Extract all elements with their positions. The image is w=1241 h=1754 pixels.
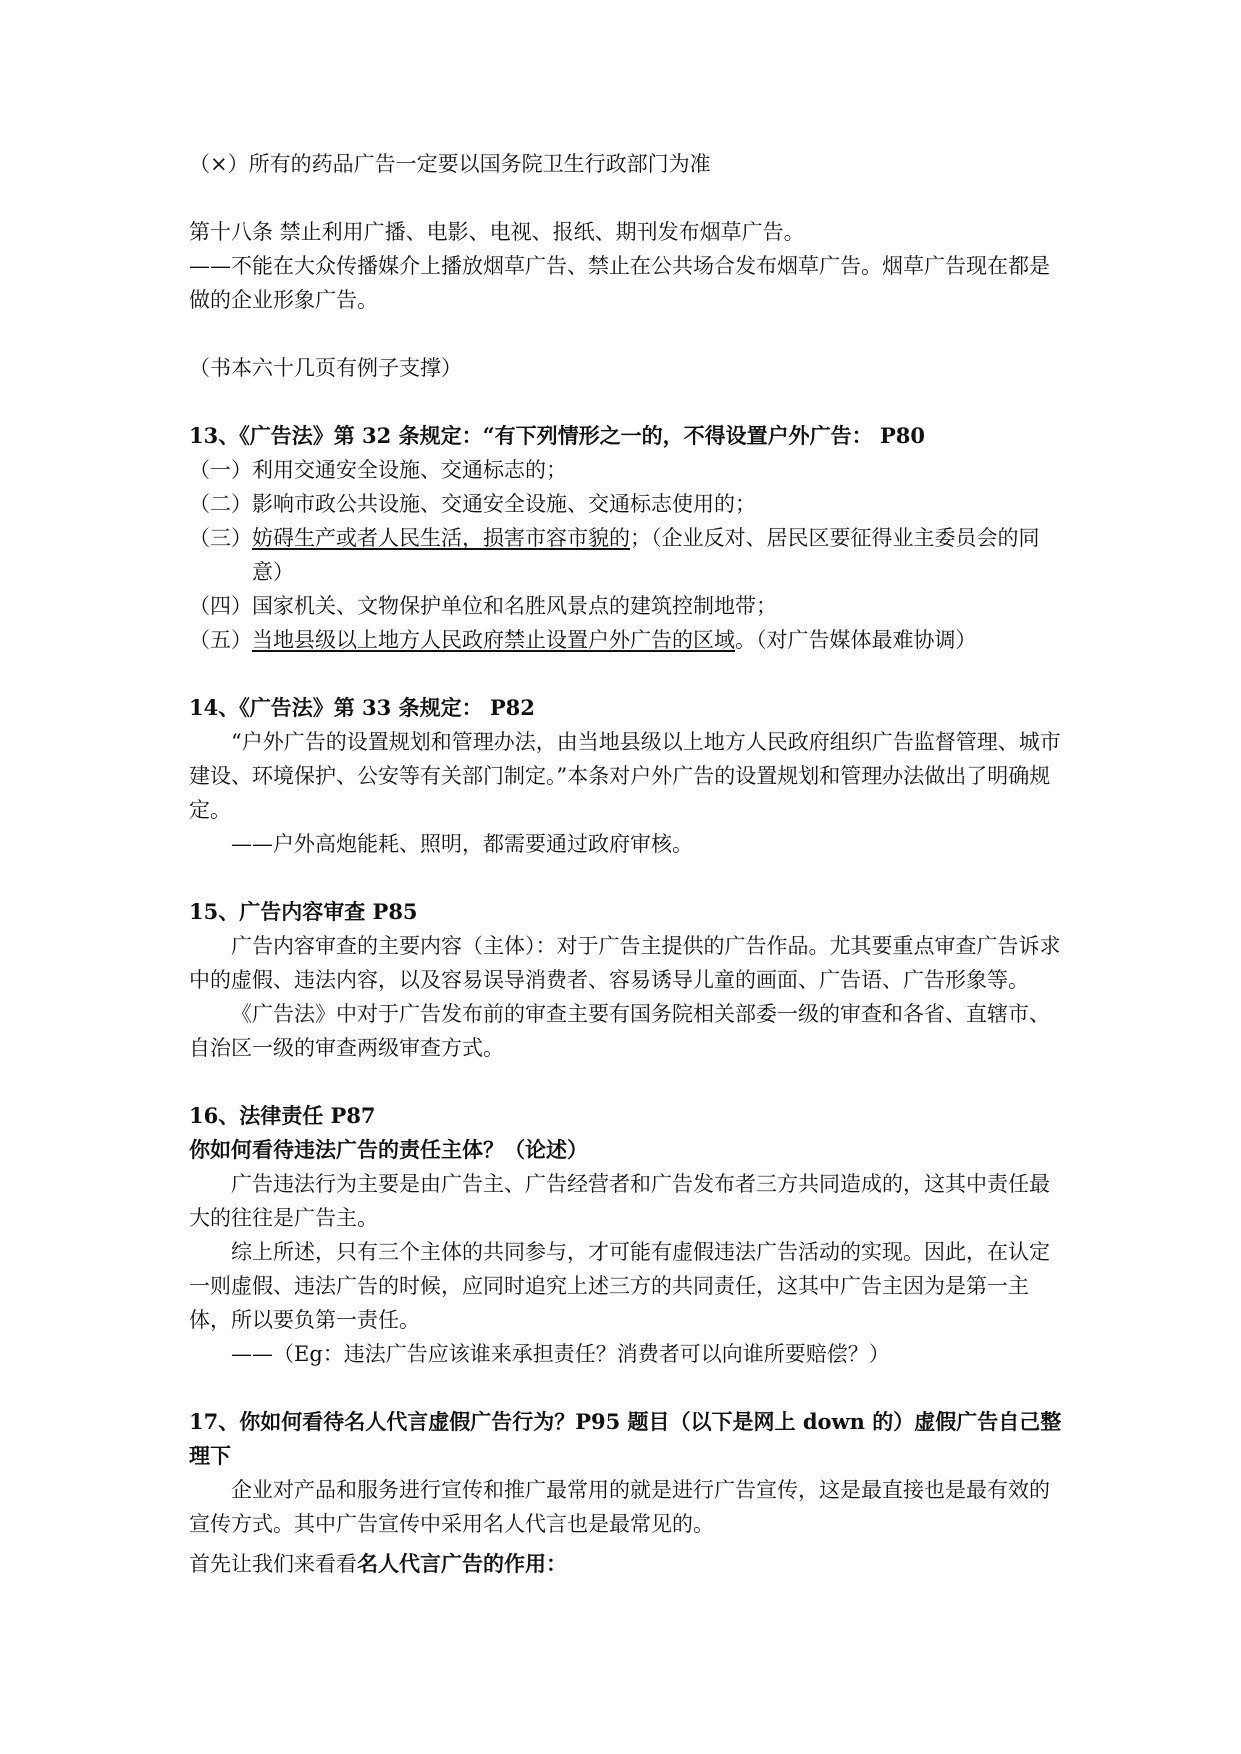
item-number: （四） [189,594,252,618]
section-16-paragraph-3: ——（Eg：违法广告应该谁来承担责任？消费者可以向谁所要赔偿？） [231,1342,890,1366]
item-text: ；（企业反对、居民区要征得业主委员会的同意） [252,526,1040,584]
section-15-heading: 15、广告内容审查 P85 [189,899,418,924]
section-13-item-3 [189,521,1062,589]
lead-text: 首先让我们来看看 [189,1552,357,1576]
note-false-statement: （×）所有的药品广告一定要以国务院卫生行政部门为准 [189,152,711,176]
spacer [189,861,1062,895]
section-16-paragraph-2: 综上所述，只有三个主体的共同参与，才可能有虚假违法广告活动的实现。因此，在认定一则虚假、违法广告的时候，应同时追究上述三方的共同责任，这其中广告主因为是第一主体，所以要负第一责任。 [189,1240,1050,1332]
section-17-paragraph-2 [189,1547,1062,1581]
spacer [189,317,1062,351]
book-note: （书本六十几页有例子支撑） [189,356,462,380]
section-15-paragraph-2: 《广告法》中对于广告发布前的审查主要有国务院相关部委一级的审查和各省、直辖市、自治区一级的审查两级审查方式。 [189,1002,1050,1060]
item-number: （五） [189,628,252,652]
spacer [189,657,1062,691]
section-16-paragraph-1: 广告违法行为主要是由广告主、广告经营者和广告发布者三方共同造成的，这其中责任最大的往往是广告主。 [189,1172,1050,1230]
item-number: （三） [189,526,252,550]
section-14-heading: 14、《广告法》第 33 条规定： P82 [189,695,535,720]
document-page [189,147,1062,1581]
section-13-item-4 [189,589,1062,623]
item-number: （一） [189,458,252,482]
section-13-item-1 [189,453,1062,487]
article-18-comment: ——不能在大众传播媒介上播放烟草广告、禁止在公共场合发布烟草广告。烟草广告现在都是做的企业形象广告。 [189,254,1050,312]
section-13-heading: 13、《广告法》第 32 条规定：“有下列情形之一的，不得设置户外广告： P80 [189,423,925,448]
item-underlined-text: 当地县级以上地方人民政府禁止设置户外广告的区域 [252,628,735,652]
item-underlined-text: 妨碍生产或者人民生活，损害市容市貌的 [252,526,630,550]
section-16-subheading: 你如何看待违法广告的责任主体？（论述） [189,1137,588,1162]
item-text: 。（对广告媒体最难协调） [735,628,977,652]
section-16-heading: 16、法律责任 P87 [189,1103,376,1128]
section-13-item-2 [189,487,1062,521]
section-17-paragraph-1: 企业对产品和服务进行宣传和推广最常用的就是进行广告宣传，这是最直接也是最有效的宣传方式。其中广告宣传中采用名人代言也是最常见的。 [189,1478,1050,1536]
item-text: 利用交通安全设施、交通标志的； [252,458,567,482]
item-text: 国家机关、文物保护单位和名胜风景点的建筑控制地带； [252,594,777,618]
item-text: 影响市政公共设施、交通安全设施、交通标志使用的； [252,492,756,516]
spacer [189,1371,1062,1405]
item-number: （二） [189,492,252,516]
spacer [189,181,1062,215]
bold-phrase: 名人代言广告的作用： [357,1551,567,1576]
spacer [189,385,1062,419]
spacer [189,1065,1062,1099]
section-13-item-5 [189,623,1062,657]
article-18: 第十八条 禁止利用广播、电影、电视、报纸、期刊发布烟草广告。 [189,220,805,244]
section-15-paragraph-1: 广告内容审查的主要内容（主体）：对于广告主提供的广告作品。尤其要重点审查广告诉求中的虚假、违法内容，以及容易误导消费者、容易诱导儿童的画面、广告语、广告形象等。 [189,934,1061,992]
section-14-paragraph-1: “户外广告的设置规划和管理办法，由当地县级以上地方人民政府组织广告监督管理、城市建设、环境保护、公安等有关部门制定。”本条对户外广告的设置规划和管理办法做出了明确规定。 [189,730,1061,822]
section-17-heading: 17、你如何看待名人代言虚假广告行为？P95 题目（以下是网上 down 的）虚假广告自己整理下 [189,1409,1062,1468]
section-14-paragraph-2: ——户外高炮能耗、照明，都需要通过政府审核。 [231,832,693,856]
